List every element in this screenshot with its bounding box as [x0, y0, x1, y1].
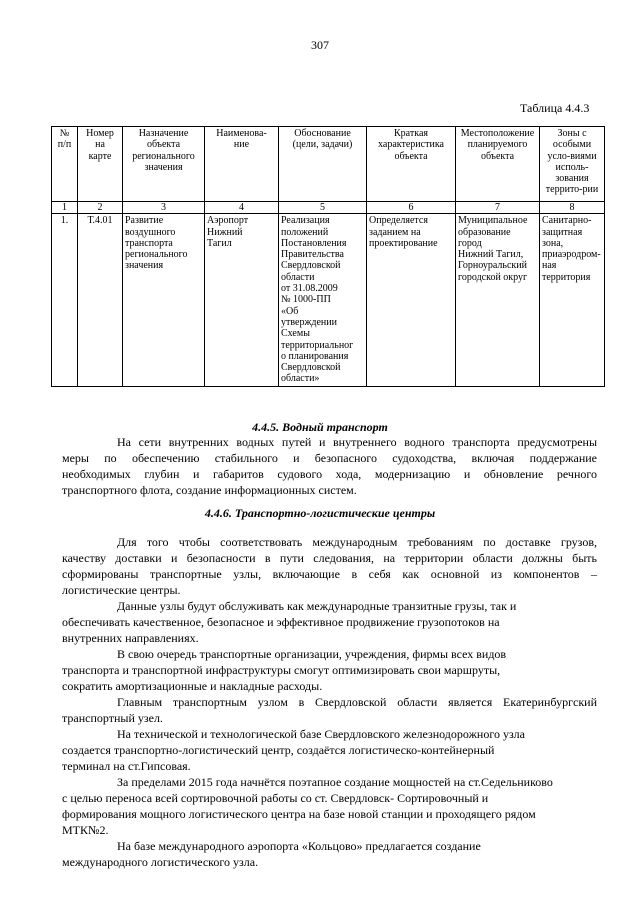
table-cell: [123, 214, 205, 386]
column-number: 5: [279, 202, 367, 214]
column-number: 4: [205, 202, 279, 214]
cell-line: Зоны с: [557, 128, 587, 139]
cell-line: проектирование: [369, 237, 438, 249]
cell-line: планируемого: [467, 139, 528, 151]
cell-line: области»: [281, 373, 320, 385]
cell-line: Правительства: [281, 249, 344, 261]
cell-line: значения: [144, 161, 183, 173]
text-line: За пределами 2015 года начнётся поэтапное создание мощностей на ст.Седельниково: [117, 775, 553, 789]
cell-line: транспорта: [125, 237, 173, 249]
cell-line: Схемы: [281, 328, 310, 340]
cell-line: заданием на: [369, 226, 421, 238]
cell-line: регионального: [125, 249, 188, 261]
cell-line: № 1000-ПП: [281, 294, 331, 306]
cell-line: положений: [281, 226, 329, 238]
column-number: 8: [540, 202, 605, 214]
cell-line: приаэродром-: [542, 249, 601, 261]
text-line: сократить амортизационные и накладные расходы.: [62, 679, 323, 693]
text-line: международного логистического узла.: [62, 855, 259, 869]
cell-line: Номер: [86, 128, 114, 139]
cell-line: ная: [542, 260, 557, 272]
section-heading-water-transport: 4.4.5. Водный транспорт: [252, 420, 388, 434]
paragraph: [62, 726, 597, 774]
cell-line: зона,: [542, 237, 564, 249]
cell-line: 1.: [60, 215, 69, 227]
cell-line: значения: [125, 260, 164, 272]
header-cell: [205, 127, 279, 202]
column-number: 3: [123, 202, 205, 214]
cell-line: образование: [458, 226, 511, 238]
cell-line: Наименова-: [216, 128, 267, 139]
text-line: логистические центры.: [62, 583, 181, 597]
table-cell: [456, 214, 540, 386]
header-cell: [540, 127, 605, 202]
cell-line: объекта: [146, 139, 181, 151]
cell-line: исполь-: [555, 161, 589, 173]
text-line: качеству доставки и безопасности в пути следования, на территории области должны быть: [62, 551, 597, 565]
table-cell: [279, 214, 367, 386]
paragraph: [62, 534, 597, 598]
text-line: На сети внутренних водных путей и внутреннего водного транспорта предусмотрены: [117, 435, 597, 449]
text-line: обеспечивать качественное, безопасное и эффективное продвижение грузопотоков на: [62, 615, 500, 629]
header-cell: [367, 127, 456, 202]
cell-line: регионального: [132, 150, 195, 162]
text-line: формирования мощного логистического центра на базе новой станции и проходящего рядом: [62, 807, 536, 821]
cell-line: воздушного: [125, 226, 176, 238]
cell-line: защитная: [542, 226, 583, 238]
cell-line: (цели, задачи): [292, 139, 353, 151]
paragraph: [62, 774, 597, 838]
cell-line: Краткая: [394, 128, 428, 139]
cell-line: Назначение: [138, 128, 189, 139]
text-line: необходимых глубин и габаритов судового хода, модернизацию и обновление речного: [62, 467, 597, 481]
cell-line: город: [458, 237, 482, 249]
text-line: создается транспортно-логистический центр, создаётся логистическо-контейнерный: [62, 743, 495, 757]
cell-line: Постановления: [281, 237, 347, 249]
cell-line: Санитарно-: [542, 215, 592, 227]
cell-line: террито-рии: [545, 184, 599, 196]
text-line: Данные узлы будут обслуживать как международные транзитные грузы, так и: [117, 599, 517, 613]
paragraph-water-transport: [62, 434, 597, 498]
cell-line: на: [95, 139, 105, 151]
column-number: 1: [52, 202, 78, 214]
column-number: 7: [456, 202, 540, 214]
table-cell: [540, 214, 605, 386]
section-heading-logistics-centers: 4.4.6. Транспортно-логистические центры: [204, 506, 436, 520]
table-header-row: [52, 127, 605, 202]
text-line: внутренних направлениях.: [62, 631, 199, 645]
paragraph: [62, 694, 597, 726]
text-line: меры по обеспечению стабильного и безопасного судоходства, включая поддержание: [62, 451, 597, 465]
cell-line: Тагил: [207, 237, 232, 249]
cell-line: территориальног: [281, 339, 354, 351]
text-line: транспорта и транспортной инфраструктуры смогут оптимизировать свои маршруты,: [62, 663, 501, 677]
text-line: Для того чтобы соответствовать международным требованиям по доставке грузов,: [117, 535, 597, 549]
text-line: транспортный узел.: [62, 711, 163, 725]
column-number: 2: [78, 202, 123, 214]
cell-line: объекта: [394, 150, 428, 162]
text-line: сформированы транспортные узлы, включающие в себя как основной из компонентов –: [62, 567, 597, 581]
cell-line: №: [59, 128, 70, 139]
header-cell: [52, 127, 78, 202]
text-line: На базе международного аэропорта «Кольцово» предлагается создание: [117, 839, 481, 853]
paragraph: [62, 838, 597, 870]
cell-line: «Об: [281, 305, 299, 317]
header-cell: [123, 127, 205, 202]
cell-line: Нижний Тагил,: [458, 249, 524, 261]
cell-line: Нижний: [207, 226, 243, 238]
table-cell: [367, 214, 456, 386]
paragraph: [62, 598, 597, 646]
cell-line: характеристика: [378, 139, 444, 151]
cell-line: Горноуральский: [458, 260, 527, 272]
cell-line: зования: [555, 173, 589, 185]
cell-line: Местоположение: [460, 128, 535, 139]
text-line: На технической и технологической базе Свердловского железнодорожного узла: [117, 727, 525, 741]
text-line: Главным транспортным узлом в Свердловской области является Екатеринбургский: [117, 695, 597, 709]
cell-line: Обоснование: [294, 128, 351, 139]
page-number: 307: [311, 38, 329, 52]
table-row: [52, 214, 605, 386]
header-cell: [78, 127, 123, 202]
cell-line: усло-виями: [547, 150, 597, 162]
cell-line: Муниципальное: [458, 215, 528, 227]
text-line: терминал на ст.Гипсовая.: [62, 759, 191, 773]
cell-line: объекта: [480, 150, 515, 162]
cell-line: территория: [542, 271, 591, 283]
cell-line: ние: [233, 139, 250, 151]
column-number-row: [52, 202, 605, 214]
objects-table: [51, 126, 605, 387]
column-number: 6: [367, 202, 456, 214]
text-line: транспортного флота, создание информационных систем.: [62, 483, 357, 497]
cell-line: особыми: [552, 139, 592, 151]
cell-line: Определяется: [369, 215, 428, 227]
paragraph: [62, 646, 597, 694]
cell-line: Т.4.01: [87, 215, 113, 227]
cell-line: Аэропорт: [207, 215, 249, 227]
header-cell: [456, 127, 540, 202]
text-line: МТК№2.: [62, 823, 109, 837]
table-cell: [205, 214, 279, 386]
cell-line: Свердловской: [281, 362, 341, 374]
header-cell: [279, 127, 367, 202]
text-line: В свою очередь транспортные организации, учреждения, фирмы всех видов: [117, 647, 507, 661]
text-line: с целью переноса всей сортировочной работы со ст. Свердловск- Сортировочный и: [62, 791, 489, 805]
cell-line: Развитие: [125, 215, 164, 227]
table-caption: Таблица 4.4.3: [520, 101, 590, 115]
cell-line: Реализация: [281, 215, 330, 227]
table-cell: [52, 214, 78, 386]
cell-line: о планирования: [281, 350, 349, 362]
cell-line: п/п: [57, 139, 72, 151]
cell-line: области: [281, 271, 315, 283]
cell-line: карте: [88, 150, 112, 162]
cell-line: утверждении: [281, 316, 337, 328]
cell-line: от 31.08.2009: [281, 283, 338, 295]
cell-line: Свердловской: [281, 260, 341, 272]
table-cell: [78, 214, 123, 386]
cell-line: городской округ: [458, 271, 528, 283]
